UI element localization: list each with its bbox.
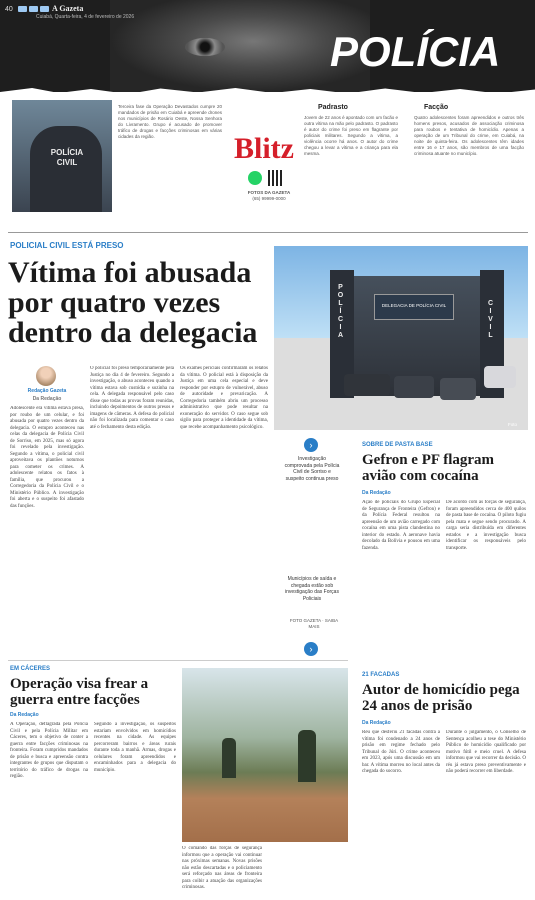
delegacia-photo bbox=[274, 246, 528, 430]
qr-code-icon bbox=[268, 170, 284, 186]
homicide-body-col2: Durante o julgamento, o Conselho de Sentença acolheu a tese do Ministério Público de homicídio qualificado por motivo fútil e meio cruel. A defesa informou que vai recorrer da decisão. O réu já estava preso preventivamente e não poderá recorrer em liberdade. bbox=[446, 730, 526, 774]
facade-text: POLÍCIA bbox=[337, 284, 344, 340]
photo-credit: Foto bbox=[508, 422, 518, 427]
story-divider bbox=[8, 660, 348, 661]
blitz-contact bbox=[248, 170, 284, 186]
blitz-contact-number: (65) 99999-0000 bbox=[252, 196, 286, 201]
operation-headline: Operação visa frear a guerra entre facções bbox=[10, 676, 149, 708]
section-header bbox=[0, 0, 535, 92]
gefron-body-col2: De acordo com as forças de segurança, foram apreendidos cerca de 400 quilos de pasta base de cocaína. O piloto fugiu pela mata e segue sendo procurado. A carga seria distribuída em diferentes estados e a investigação busca identificar os responsáveis pelo transporte. bbox=[446, 500, 526, 551]
main-kicker: POLICIAL CIVIL ESTÁ PRESO bbox=[10, 241, 124, 250]
building-sign-text: DELEGACIA DE POLÍCIA CIVIL bbox=[381, 303, 447, 308]
homicide-headline: Autor de homicídio pega 24 anos de prisão bbox=[362, 682, 520, 714]
homicide-byline: Da Redação bbox=[362, 720, 391, 726]
side-text: CIVIL bbox=[487, 300, 494, 340]
car-2 bbox=[394, 376, 434, 398]
officer-silhouette bbox=[30, 126, 102, 212]
caption-first: Investigação comprovada pela Polícia Civil de Sorriso e suspeito continua preso bbox=[284, 456, 340, 482]
officer-figure-2 bbox=[298, 730, 316, 782]
gefron-kicker: SOBRE DE PASTA BASE bbox=[362, 442, 433, 448]
gefron-headline: Gefron e PF flagram avião com cocaína bbox=[362, 452, 495, 484]
car-4 bbox=[484, 366, 516, 388]
author-name: Redação Gazeta bbox=[27, 388, 67, 394]
padrasto-text: Jovem de 22 anos é apontado com um facão e outra vítima na mão pelo padrasto. O padrasto é autor do crime foi preso em flagrante por policiais militares. Segundo a vítima, a violência ocorre há anos. O autor do crime chegou a levar a vítima e a criança para ela mesma. bbox=[304, 115, 398, 156]
officer-figure-1 bbox=[222, 738, 236, 778]
blitz-contact-label: FOTOS DA GAZETA bbox=[247, 190, 291, 195]
whatsapp-icon bbox=[248, 171, 262, 185]
operation-kicker: EM CÁCERES bbox=[10, 666, 51, 672]
caption-footer: FOTO GAZETA · SAIBA MAIS bbox=[289, 618, 339, 629]
main-body-col1: Adolescente era vítima estava presa, por roubo de um celular, e foi abusada por quatro vezes dentro da delegacia. O estupro aconteceu nas celas da delegacia de Polícia Civil de Sorriso, em 2025, mas só agora foi revelado pela investigação. Segundo a vítima, o policial civil aproveitava os plantões noturnos para cometer os crimes. A adolescente relatou os fatos à família, que procurou a Corregedoria da Polícia Civil e o Ministério Público. A investigação foi aberta e o suspeito foi afastado das funções. bbox=[10, 406, 84, 509]
operation-body-col1: A Operação, deflagrada pela Polícia Civil e pela Polícia Militar em Cáceres, tem o objetivo de conter a guerra entre facções criminosas na fronteira. Foram cumpridos mandados de prisão e busca e apreensão contra integrantes de grupos que disputam o território do tráfico de drogas na região. bbox=[10, 722, 88, 779]
main-headline: Vítima foi abusada por quatro vezes dentro da delegacia bbox=[8, 256, 258, 349]
operation-body-col3: O comando das forças de segurança informou que a operação vai continuar nas próximas semanas. Novas prisões não estão descartadas e o policiamento será reforçado nas áreas de fronteira para coibir a atuação das organizações criminosas. bbox=[182, 846, 262, 890]
chevron-icon: › bbox=[304, 642, 318, 656]
newspaper-logo-mark bbox=[18, 6, 49, 12]
road-photo bbox=[182, 668, 348, 842]
padrasto-title: Padrasto bbox=[318, 104, 348, 111]
newspaper-name: A Gazeta bbox=[52, 4, 84, 13]
blitz-logo: Blitz bbox=[234, 132, 294, 165]
main-body-col2: O policial foi preso temporariamente pela Justiça no dia 4 de fevereiro. Segundo a investigação, o abuso aconteceu quando a vítima estava sob custódia e sozinha na cela. A delegada responsável pelo caso disse que todas as provas foram reunidas, incluindo depoimentos de outros presos e imagens de câmeras. A defesa do policial não foi localizada para comentar o caso até o fechamento desta edição. bbox=[90, 366, 174, 430]
header-eye-image bbox=[185, 38, 225, 56]
homicide-body-col1: Réu que desferiu 21 facadas contra a vítima foi condenado a 24 anos de prisão em regime fechado pelo Tribunal do Júri. O crime aconteceu em 2023, após uma discussão em um bar. A vítima morreu no local antes da chegada do socorro. bbox=[362, 730, 440, 774]
author-role: Da Redação bbox=[32, 396, 62, 402]
chevron-icon: › bbox=[304, 438, 318, 452]
caption-second: Municípios de saída e chegada estão sob investigação das Forças Policiais bbox=[285, 576, 339, 602]
faccao-title: Facção bbox=[424, 104, 449, 111]
building-sign bbox=[374, 294, 454, 320]
page-number: 40 bbox=[5, 6, 13, 13]
dateline: Cuiabá, Quarta-feira, 4 de fevereiro de 2026 bbox=[36, 14, 135, 20]
gefron-body-col1: Ação de policiais do Grupo Especial de Segurança de Fronteira (Gefron) e da Polícia Federal resultou na apreensão de um avião carregado com cocaína em uma pista clandestina no interior do estado. A aeronave havia decolado da Bolívia e pousou em uma fazenda. bbox=[362, 500, 440, 551]
car-3 bbox=[440, 378, 476, 400]
faccao-text: Quatro adolescentes foram apreendidos e outros três homens presos, acusados de associação criminosa para roubos e tentativa de homicídio. Apenas a operação de um Tribunal do crime, em Cuiabá, na noite de quinta-feira. Os adolescentes têm idades entre 16 e 17 anos, são membros de uma facção criminosa atuante no município. bbox=[414, 115, 524, 156]
officer-photo bbox=[12, 100, 112, 212]
homicide-kicker: 21 FACADAS bbox=[362, 672, 400, 678]
blitz-intro-text: Terceira fase da Operação Devastados cumpre 20 mandados de prisão em Cuiabá e apreende drones nos municípios de Rosário Oeste, Nossa Senhora do Livramento. Grupo é acusado de promover tráfico de drogas e facções criminosas em várias cidades da região. bbox=[118, 104, 222, 139]
officer-vest-text: POLÍCIA CIVIL bbox=[50, 148, 84, 167]
car-1 bbox=[344, 374, 390, 396]
operation-byline: Da Redação bbox=[10, 712, 39, 718]
gefron-byline: Da Redação bbox=[362, 490, 391, 496]
section-title: POLÍCIA bbox=[330, 28, 501, 75]
operation-body-col2: Segundo a investigação, os suspeitos estariam envolvidos em homicídios recentes na cidade. As equipes percorreram bairros e áreas rurais durante toda a manhã. Armas, drogas e celulares foram apreendidos e encaminhados para a delegacia do município. bbox=[94, 722, 176, 773]
main-body-col3: Os exames periciais confirmaram os relatos da vítima. O policial está à disposição da Justiça em uma cela especial e deve responder por estupro de vulnerável, abuso de autoridade e prevaricação. A Corregedoria também abriu um processo administrativo que pode resultar na exoneração do servidor. O caso segue sob sigilo para proteger a identidade da vítima, que recebe acompanhamento psicológico. bbox=[180, 366, 268, 430]
section-divider bbox=[8, 232, 528, 233]
author-avatar bbox=[36, 366, 56, 386]
